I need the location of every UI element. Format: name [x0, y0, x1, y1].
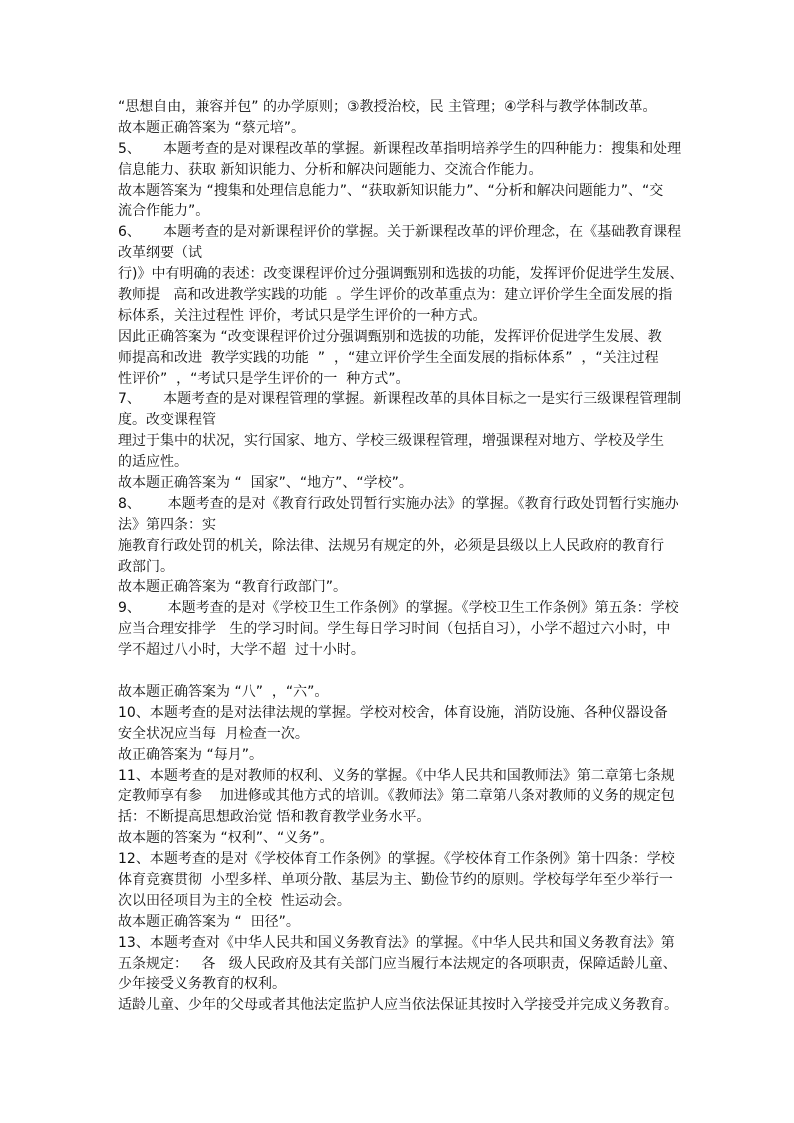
text-line: 应当合理安排学 生的学习时间。学生每日学习时间（包括自习），小学不超过六小时，中: [118, 621, 671, 638]
blank-line: [118, 661, 688, 682]
text-line: 体育竞赛贯彻 小型多样、单项分散、基层为主、勤俭节约的原则。学校每学年至少举行一: [118, 871, 673, 888]
text-line: 少年接受义务教育的权利。: [118, 976, 286, 993]
text-line: 9、 本题考查的是对《学校卫生工作条例》的掌握。《学校卫生工作条例》第五条：学校: [118, 600, 679, 617]
text-line: 故本题正确答案为 “教育行政部门”。: [118, 579, 347, 596]
text-line: 故本题正确答案为 “八” ，“六”。: [118, 683, 329, 700]
text-line: 次以田径项目为主的全校 性运动会。: [118, 892, 351, 909]
text-line: 故本题的答案为 “权利”、“义务”。: [118, 830, 334, 847]
text-line: 定教师享有参 加进修或其他方式的培训。《教师法》第二章第八条对教师的义务的规定包: [118, 788, 675, 805]
text-line: 8、 本题考查的是对《教育行政处罚暂行实施办法》的掌握。《教育行政处罚暂行实施办: [118, 495, 679, 512]
text-line: 故本题正确答案为 “ 田径”。: [118, 913, 300, 930]
text-line: 因此正确答案为 “改变课程评价过分强调甄别和选拔的功能，发挥评价促进学生发展、教: [118, 328, 662, 345]
text-line: 7、 本题考查的是对课程管理的掌握。新课程改革的具体目标之一是实行三级课程管理制: [118, 391, 682, 408]
text-line: 故本题正确答案为 “蔡元培”。: [118, 119, 305, 136]
text-line: 施教育行政处罚的机关，除法律、法规另有规定的外，必须是县级以上人民政府的教育行: [118, 537, 664, 554]
text-line: 11、本题考查的是对教师的权利、义务的掌握。《中华人民共和国教师法》第二章第七条规: [118, 767, 675, 784]
text-line: 法》第四条：实: [118, 516, 216, 533]
text-line: 学不超过八小时，大学不超 过十小时。: [118, 642, 365, 659]
text-line: 五条规定： 各 级人民政府及其有关部门应当履行本法规定的各项职责，保障适龄儿童、: [118, 955, 677, 972]
text-line: 安全状况应当每 月检查一次。: [118, 725, 309, 742]
text-line: 12、本题考查的是对《学校体育工作条例》的掌握。《学校体育工作条例》第十四条：学校: [118, 851, 675, 868]
text-line: 10、本题考查的是对法律法规的掌握。学校对校舍，体育设施，消防设施、各种仪器设备: [118, 704, 668, 721]
text-line: 信息能力、获取 新知识能力、分析和解决问题能力、交流合作能力。: [118, 161, 543, 178]
text-line: 故本题正确答案为 “ 国家”、“地方”、“学校”。: [118, 475, 413, 492]
document-page: [118, 97, 688, 1016]
text-line: 度。改变课程管: [118, 412, 216, 429]
text-line: “思想自由，兼容并包” 的办学原则；③教授治校，民 主管理；④学科与教学体制改革。: [118, 99, 657, 115]
text-line: 行)》中有明确的表述：改变课程评价过分强调甄别和选拔的功能，发挥评价促进学生发展、: [118, 266, 684, 283]
text-line: 13、本题考查对《中华人民共和国义务教育法》的掌握。《中华人民共和国义务教育法》第: [118, 934, 675, 951]
text-line: 的适应性。: [118, 454, 188, 471]
text-line: 流合作能力”。: [118, 203, 210, 220]
text-line: 师提高和改进 教学实践的功能 ” ，“建立评价学生全面发展的指标体系” ，“关注过程: [118, 349, 659, 366]
text-line: 政部门。: [118, 558, 174, 575]
text-line: 适龄儿童、少年的父母或者其他法定监护人应当依法保证其按时入学接受并完成义务教育。: [118, 997, 678, 1014]
text-line: 6、 本题考查的是对新课程评价的掌握。关于新课程改革的评价理念，在《基础教育课程: [118, 224, 682, 241]
text-line: 故本题答案为 “搜集和处理信息能力”、“获取新知识能力”、“分析和解决问题能力”、“交: [118, 182, 664, 199]
text-line: 改革纲要（试: [118, 245, 202, 262]
text-line: 故正确答案为 “每月”。: [118, 746, 263, 763]
text-line: 括：不断提高思想政治觉 悟和教育教学业务水平。: [118, 809, 431, 826]
text-line: 5、 本题考查的是对课程改革的掌握。新课程改革指明培养学生的四种能力：搜集和处理: [118, 140, 682, 157]
text-line: 教师提 高和改进教学实践的功能 。学生评价的改革重点为：建立评价学生全面发展的指: [118, 287, 673, 304]
text-line: 标体系，关注过程性 评价，考试只是学生评价的一种方式。: [118, 307, 487, 324]
text-line: 理过于集中的状况，实行国家、地方、学校三级课程管理，增强课程对地方、学校及学生: [118, 433, 664, 450]
text-line: 性评价” ，“考试只是学生评价的一 种方式”。: [118, 370, 410, 387]
